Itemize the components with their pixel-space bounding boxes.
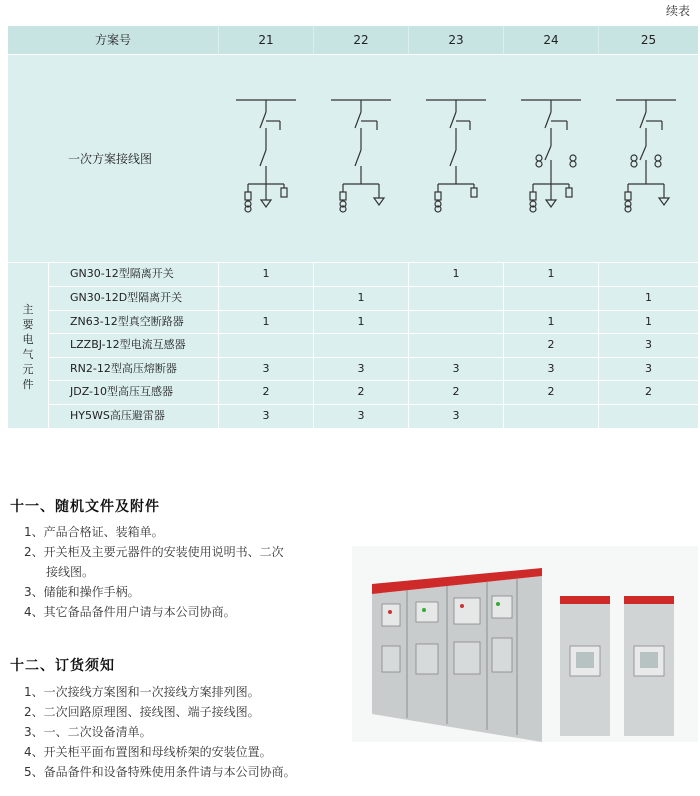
table-header-scheme-21: 21 bbox=[219, 26, 313, 54]
table-cell: 1 bbox=[645, 291, 652, 304]
wiring-diagram-25 bbox=[606, 88, 686, 218]
section-11-title: 十一、随机文件及附件 bbox=[10, 499, 160, 515]
table-cell: 3 bbox=[645, 362, 652, 375]
component-name-0: GN30-12型隔离开关 bbox=[70, 267, 174, 280]
wiring-diagram-22 bbox=[321, 88, 401, 218]
table-cell: 3 bbox=[262, 409, 270, 422]
scheme-table bbox=[8, 26, 698, 428]
wiring-diagram-24 bbox=[511, 88, 591, 218]
table-cell: 2 bbox=[357, 385, 365, 398]
component-name-2: ZN63-12型真空断路器 bbox=[70, 315, 184, 328]
table-cell: 1 bbox=[357, 315, 365, 328]
list-item: 3、储能和操作手柄。 bbox=[24, 585, 140, 599]
table-cell: 1 bbox=[262, 315, 270, 328]
component-group-label: 主要电气元件 bbox=[22, 303, 34, 391]
table-cell: 2 bbox=[547, 385, 555, 398]
switchgear-cabinet-photo bbox=[352, 546, 698, 742]
wiring-diagram-21 bbox=[226, 88, 306, 218]
section-12-title: 十二、订货须知 bbox=[10, 658, 115, 674]
table-header-scheme-25: 25 bbox=[599, 26, 698, 54]
table-header-scheme-24: 24 bbox=[504, 26, 598, 54]
list-item: 1、产品合格证、装箱单。 bbox=[24, 525, 164, 539]
table-cell: 1 bbox=[262, 267, 270, 280]
table-cell: 3 bbox=[645, 338, 652, 351]
wiring-diagram-23 bbox=[416, 88, 496, 218]
table-cell: 3 bbox=[262, 362, 270, 375]
table-cell: 2 bbox=[547, 338, 555, 351]
component-name-4: RN2-12型高压熔断器 bbox=[70, 362, 177, 375]
table-cell: 3 bbox=[452, 362, 460, 375]
table-cell: 1 bbox=[357, 291, 365, 304]
table-cell: 2 bbox=[645, 385, 652, 398]
table-cell: 1 bbox=[547, 315, 555, 328]
table-cell: 1 bbox=[547, 267, 555, 280]
table-cell: 2 bbox=[452, 385, 460, 398]
table-header-scheme-23: 23 bbox=[409, 26, 503, 54]
continued-label: 续表 bbox=[665, 4, 690, 18]
list-item: 3、一、二次设备清单。 bbox=[24, 725, 152, 739]
list-item: 接线图。 bbox=[46, 565, 95, 579]
list-item: 4、其它备品备件用户请与本公司协商。 bbox=[24, 605, 236, 619]
table-header-scheme-no: 方案号 bbox=[8, 26, 218, 54]
diagram-row-label: 一次方案接线图 bbox=[68, 152, 153, 166]
component-name-5: JDZ-10型高压互感器 bbox=[70, 385, 174, 398]
list-item: 2、二次回路原理图、接线图、端子接线图。 bbox=[24, 705, 260, 719]
table-cell: 2 bbox=[262, 385, 270, 398]
table-cell: 3 bbox=[452, 409, 460, 422]
list-item: 2、开关柜及主要元器件的安装使用说明书、二次 bbox=[24, 545, 284, 559]
table-header-scheme-22: 22 bbox=[314, 26, 408, 54]
component-name-6: HY5WS高压避雷器 bbox=[70, 409, 165, 422]
table-cell: 1 bbox=[645, 315, 652, 328]
list-item: 4、开关柜平面布置图和母线桥架的安装位置。 bbox=[24, 745, 272, 759]
table-cell: 3 bbox=[357, 409, 365, 422]
component-name-1: GN30-12D型隔离开关 bbox=[70, 291, 183, 304]
table-cell: 3 bbox=[547, 362, 555, 375]
table-cell: 1 bbox=[452, 267, 460, 280]
divider bbox=[8, 54, 698, 55]
list-item: 1、一次接线方案图和一次接线方案排列图。 bbox=[24, 685, 260, 699]
component-name-3: LZZBJ-12型电流互感器 bbox=[70, 338, 186, 351]
list-item: 5、备品备件和设备特殊使用条件请与本公司协商。 bbox=[24, 765, 296, 779]
table-cell: 3 bbox=[357, 362, 365, 375]
